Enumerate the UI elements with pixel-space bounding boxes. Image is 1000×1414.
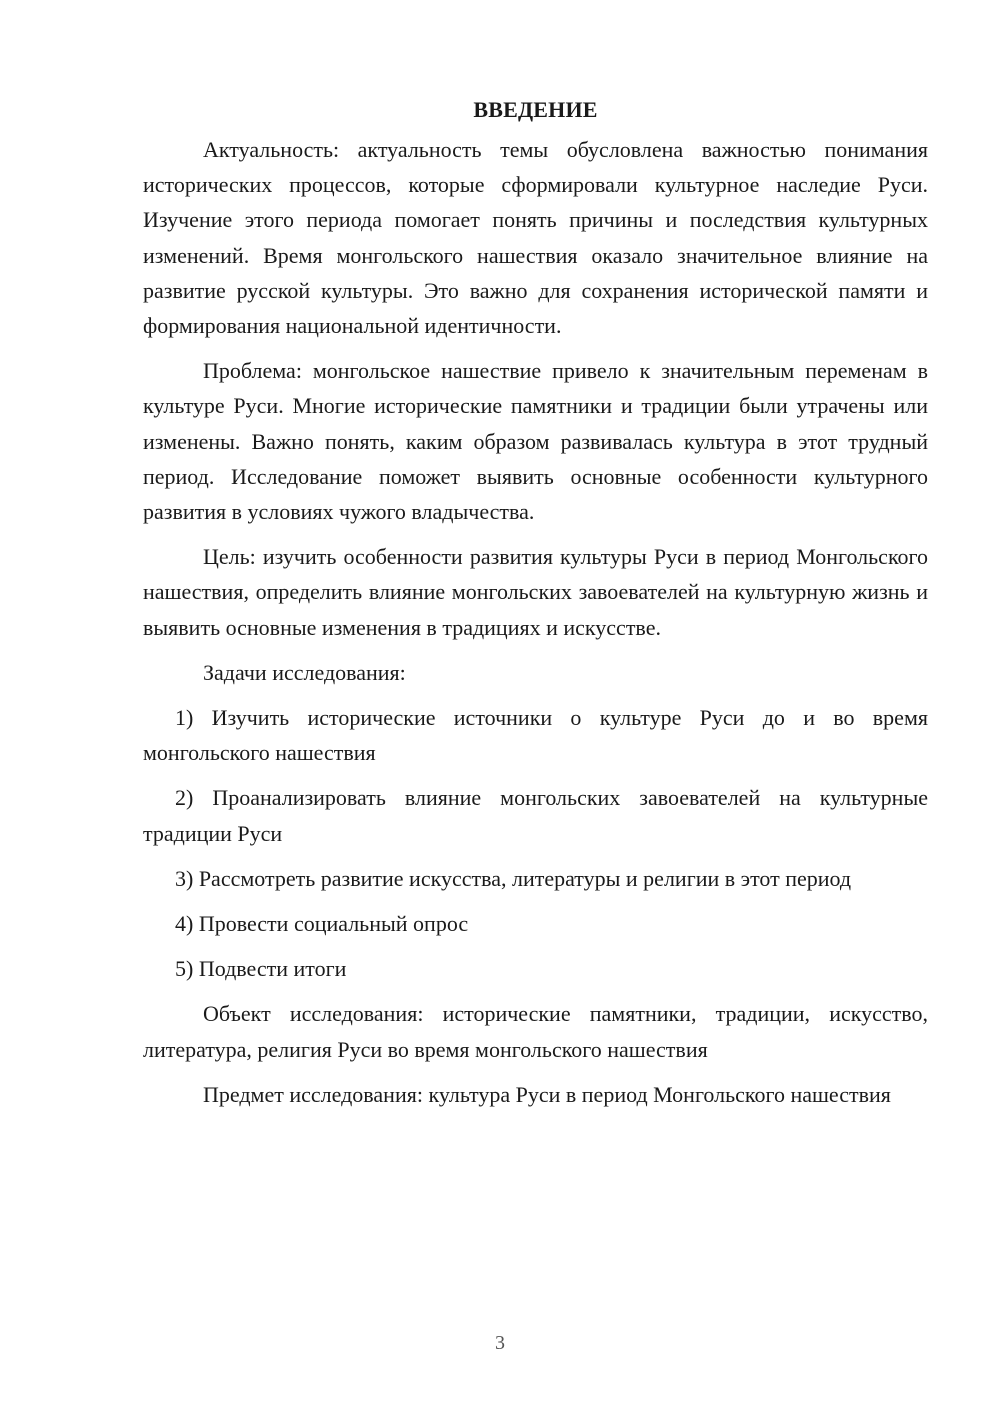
page-number: 3 [495,1332,505,1354]
task-item: 3) Рассмотреть развитие искусства, литературы и религии в этот период [175,865,852,891]
paragraph-object: Объект исследования: исторические памятники, традиции, искусство, литература, религия Руси во время монгольского нашествия [143,1001,928,1062]
paragraph-relevance: Актуальность: актуальность темы обусловлена важностью понимания исторических процессов, которые сформировали культурное наследие Руси. Изучение этого периода помогает понять причины и последствия культурных изменений. Время монгольского нашествия оказало значительное влияние на развитие русской культуры. Это важно для сохранения исторической памяти и формирования национальной идентичности. [143,137,928,339]
tasks-heading: Задачи исследования: [203,659,406,685]
task-item: 5) Подвести итоги [175,956,347,982]
paragraph-problem: Проблема: монгольское нашествие привело к значительным переменам в культуре Руси. Многие исторические памятники и традиции были утрачены или изменены. Важно понять, каким образом развивалась культура в этот трудный период. Исследование поможет выявить основные особенности культурного развития в условиях чужого владычества. [143,358,928,525]
task-item: 2) Проанализировать влияние монгольских завоевателей на культурные традиции Руси [143,785,928,846]
task-item: 4) Провести социальный опрос [175,911,469,937]
paragraph-goal: Цель: изучить особенности развития культуры Руси в период Монгольского нашествия, определить влияние монгольских завоевателей на культурную жизнь и выявить основные изменения в традициях и искусстве. [143,544,928,640]
page-title: ВВЕДЕНИЕ [473,97,598,122]
document-page [143,92,928,1112]
paragraph-subject: Предмет исследования: культура Руси в период Монгольского нашествия [203,1081,891,1107]
task-item: 1) Изучить исторические источники о культуре Руси до и во время монгольского нашествия [143,705,928,766]
